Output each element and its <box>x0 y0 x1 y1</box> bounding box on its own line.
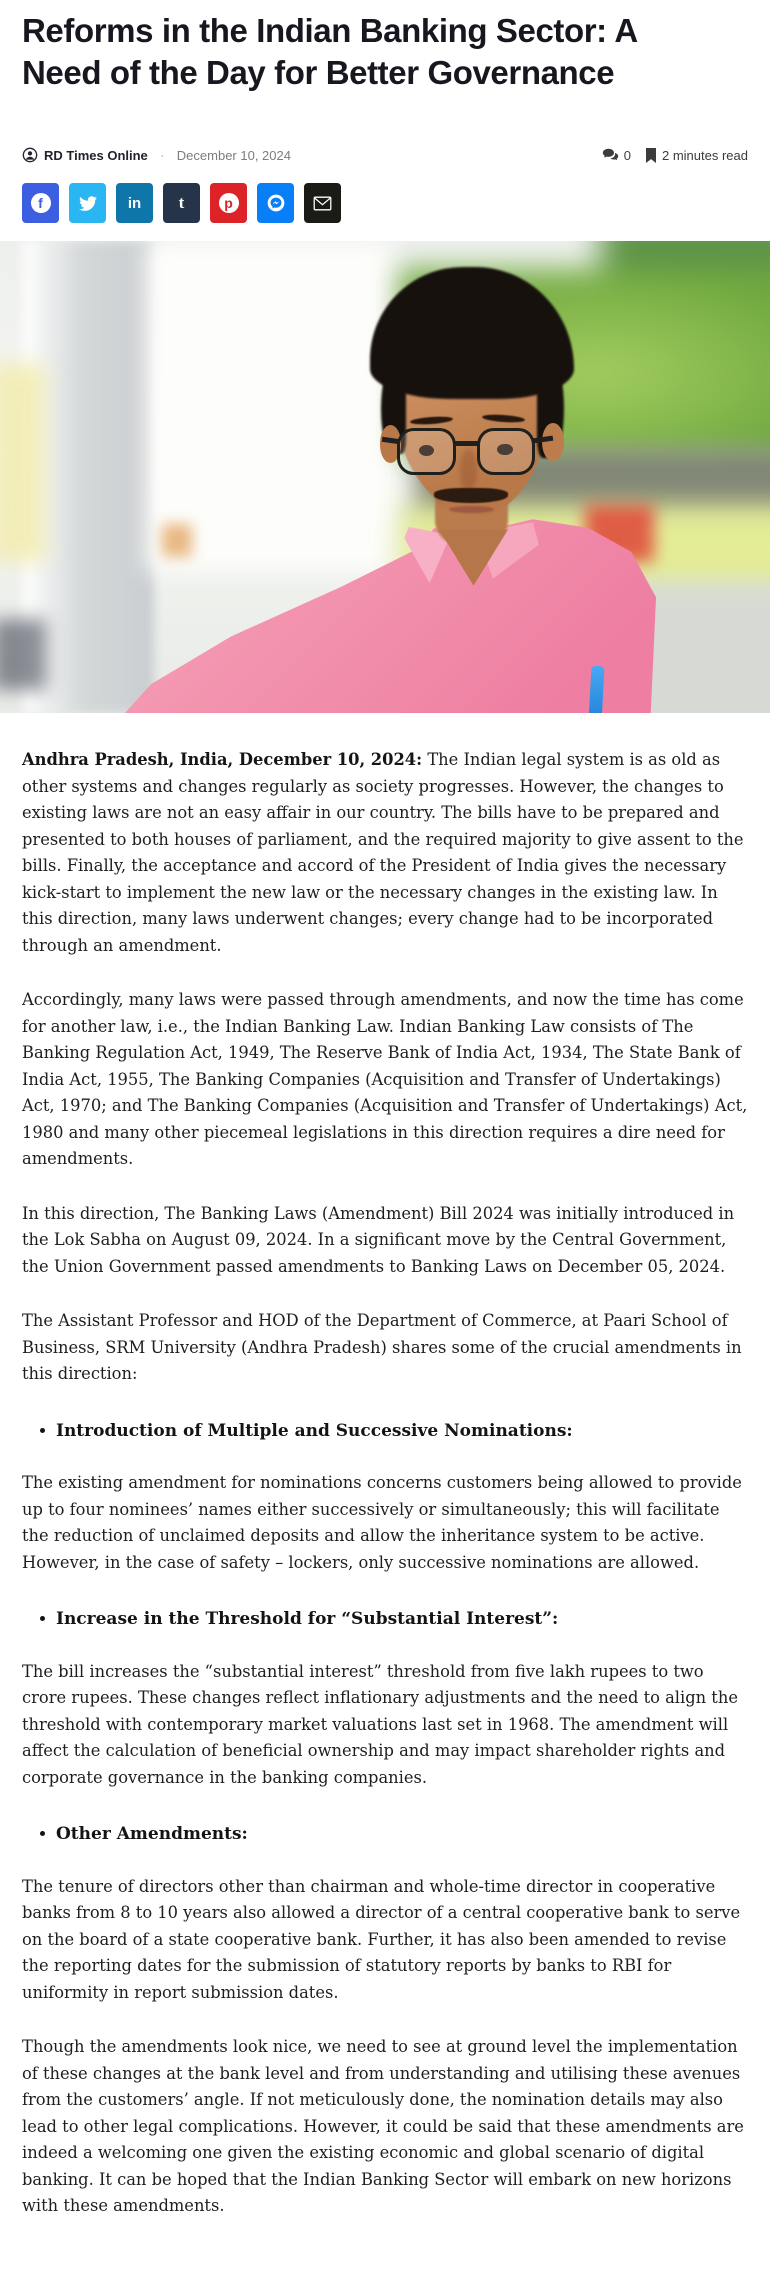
messenger-icon <box>266 193 286 213</box>
hero-bg-yellow-left <box>0 364 46 562</box>
comment-icon <box>602 148 619 162</box>
post-date: December 10, 2024 <box>176 147 291 163</box>
man-ear-right <box>542 423 564 461</box>
envelope-icon <box>313 196 332 211</box>
pinterest-icon: p <box>219 193 239 213</box>
bullet-heading-other: Other Amendments: <box>22 1821 748 1848</box>
author-icon <box>22 147 38 163</box>
article-paragraph: The tenure of directors other than chairman and whole-time director in cooperative banks from 8 to 10 years also allowed a director of a central cooperative bank to serve on the board of a state cooperative bank. Further, it has also been amended to revise the reporting dates for the submission of statutory reports by banks to RBI for uniformity in report submission dates. <box>22 1876 741 2002</box>
tumblr-icon: t <box>178 193 185 213</box>
article-paragraph: The bill increases the “substantial interest” threshold from five lakh rupees to two crore rupees. These changes reflect inflationary adjustments and the need to align the threshold with contemporary market valuations last set in 1968. The amendment will affect the calculation of beneficial ownership and may impact shareholder rights and corporate governance in the banking companies. <box>22 1661 738 1787</box>
article-paragraph: Though the amendments look nice, we need to see at ground level the implementation of these changes at the bank level and from understanding and utilising these avenues from the customers’ angle. If not meticulously done, the nomination details may also lead to other legal complications. However, it could be said that these amendments are indeed a welcoming one given the existing economic and global scenario of digital banking. It can be hoped that the Indian Banking Sector will embark on new horizons with these amendments. <box>22 2037 744 2216</box>
linkedin-icon: in <box>127 194 142 212</box>
post-meta-row <box>22 147 748 163</box>
page-title: Reforms in the Indian Banking Sector: A Need of the Day for Better Governance <box>22 12 637 91</box>
bullet-heading-threshold: Increase in the Threshold for “Substantial Interest”: <box>22 1606 748 1633</box>
hero-bg-dark-left <box>0 619 46 690</box>
author-link[interactable] <box>22 147 148 163</box>
share-tumblr-button[interactable] <box>163 183 200 223</box>
pocket-pen <box>588 666 604 714</box>
glasses-lens-right <box>477 428 536 475</box>
hero-image <box>0 241 770 713</box>
article-paragraph: Accordingly, many laws were passed through amendments, and now the time has come for another law, i.e., the Indian Banking Law. Indian Banking Law consists of The Banking Regulation Act, 1949, The Reserve Bank of India Act, 1934, The State Bank of India Act, 1955, The Banking Companies (Acquisition and Transfer of Undertakings) Act, 1970; and The Banking Companies (Acquisition and Transfer of Undertakings) Act, 1980 and many other piecemeal legislations in this direction requires a dire need for amendments. <box>22 990 748 1169</box>
comments-count: 0 <box>623 147 631 163</box>
hero-bg-light <box>146 241 392 571</box>
bookmark-icon <box>645 148 657 163</box>
article-paragraph-lead <box>22 747 748 959</box>
share-facebook-button[interactable] <box>22 183 59 223</box>
share-email-button[interactable] <box>304 183 341 223</box>
share-messenger-button[interactable] <box>257 183 294 223</box>
dateline: Andhra Pradesh, India, December 10, 2024: <box>22 750 423 770</box>
share-buttons-row <box>22 183 748 223</box>
comments-link[interactable] <box>602 148 631 163</box>
facebook-icon: f <box>31 193 51 213</box>
glasses-lens-left <box>397 428 456 475</box>
share-pinterest-button[interactable] <box>210 183 247 223</box>
article-paragraph: In this direction, The Banking Laws (Amendment) Bill 2024 was initially introduced in the Lok Sabha on August 09, 2024. In a significant move by the Central Government, the Union Government passed amendments to Banking Laws on December 05, 2024. <box>22 1203 735 1276</box>
article-paragraph: The existing amendment for nominations concerns customers being allowed to provide up to four nominees’ names either successively or simultaneously; this will facilitate the reduction of unclaimed deposits and allow the inheritance system to be active. However, in the case of safety – lockers, only successive nominations are allowed. <box>22 1473 742 1572</box>
article-body <box>22 747 748 2278</box>
bullet-heading-nominations: Introduction of Multiple and Successive Nominations: <box>22 1418 748 1445</box>
share-twitter-button[interactable] <box>69 183 106 223</box>
hero-bg-orange-dot <box>162 524 193 557</box>
meta-separator: · <box>159 146 165 164</box>
read-time: 2 minutes read <box>662 147 748 163</box>
share-linkedin-button[interactable] <box>116 183 153 223</box>
author-name: RD Times Online <box>44 147 148 163</box>
lead-text: The Indian legal system is as old as other systems and changes regularly as society progresses. However, the changes to existing laws are not an easy affair in our country. The bills have to be prepared and presented to both houses of parliament, and the required majority to give assent to the bills. Finally, the acceptance and accord of the President of India gives the necessary kick-start to implement the new law or the necessary changes in the existing law. In this direction, many laws underwent changes; every change had to be incorporated through an amendment. <box>22 750 744 955</box>
article-paragraph: The Assistant Professor and HOD of the Department of Commerce, at Paari School of Business, SRM University (Andhra Pradesh) shares some of the crucial amendments in this direction: <box>22 1311 742 1384</box>
glasses-bridge <box>453 441 479 446</box>
read-time-group <box>645 148 748 163</box>
twitter-bird-icon <box>79 196 97 211</box>
